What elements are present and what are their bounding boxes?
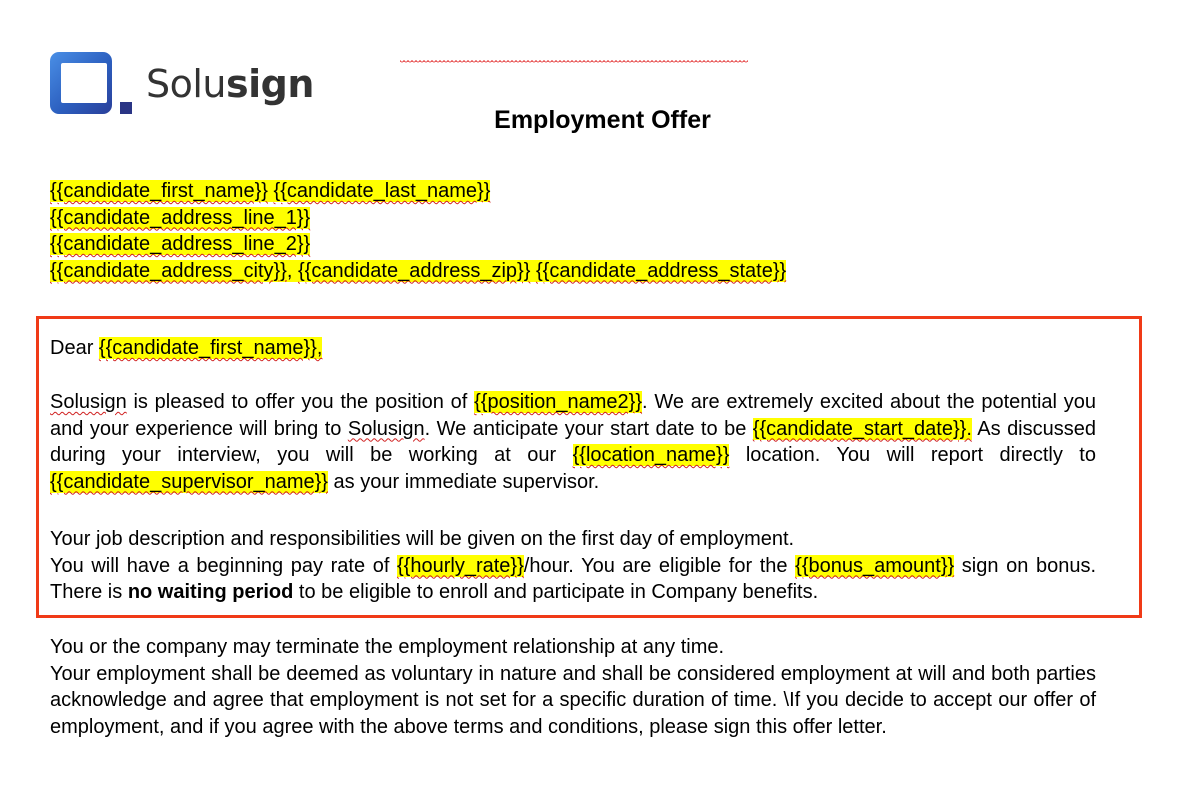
compensation-paragraph: Your job description and responsibilities will be given on the first day of employment. You will have a beginning pay rate of {{hourly_rate}}/hour. You are eligible for the {{bonus_amount}} sign on bonus. There is no waiting period to be eligible to enroll and participate in Company benefits. <box>50 528 1097 603</box>
document-title: Employment Offer <box>494 106 711 134</box>
address-city-line: {{candidate_address_city}}, {{candidate_address_zip}} {{candidate_address_state}} <box>50 259 787 282</box>
placeholder-start-date[interactable]: {{candidate_start_date}}. <box>752 417 972 440</box>
company-name-2: Solusign <box>347 417 425 440</box>
placeholder-last-name[interactable]: {{candidate_last_name}} <box>273 180 491 202</box>
spellcheck-squiggle <box>400 60 748 64</box>
company-name: Solusign <box>50 391 127 413</box>
offer-paragraph: Solusign is pleased to offer you the position of {{position_name2}}. We are extremely excited about the potential you and your experience will bring to Solusign. We anticipate your start date to be {{candidate_start_date}}. As discussed during your interview, you will be working at our {{location_name}} location. You will report directly to {{candidate_supervisor_name}} as your immediate supervisor. <box>50 391 1097 493</box>
placeholder-location-name[interactable]: {{location_name}} <box>572 444 730 466</box>
placeholder-address-line-1[interactable]: {{candidate_address_line_1}} <box>50 206 311 229</box>
address-block <box>50 178 786 284</box>
placeholder-supervisor-name[interactable]: {{candidate_supervisor_name}} <box>50 470 328 493</box>
address-name-line <box>50 178 786 205</box>
at-will-text: Your employment shall be deemed as voluntary in nature and shall be considered employment at will and both parties acknowledge and agree that employment is not set for a specific duration of time. \If you decide to accept our offer of employment, and if you agree with the above terms and conditions, please sign this offer letter. <box>50 662 1096 738</box>
address-line-1 <box>50 205 786 232</box>
placeholder-address-line-2[interactable]: {{candidate_address_line_2}} <box>50 233 311 255</box>
placeholder-first-name[interactable]: {{candidate_first_name}} <box>50 180 268 202</box>
placeholder-hourly-rate[interactable]: {{hourly_rate}} <box>397 554 524 577</box>
placeholder-zip[interactable]: {{candidate_address_zip}} <box>297 259 531 282</box>
placeholder-bonus-amount[interactable]: {{bonus_amount}} <box>795 554 955 577</box>
termination-paragraph <box>50 634 1096 740</box>
placeholder-position-name[interactable]: {{position_name2}} <box>474 391 643 413</box>
placeholder-city[interactable]: {{candidate_address_city}} <box>50 259 287 282</box>
salutation: Dear {{candidate_first_name}}, <box>50 337 323 359</box>
job-description-line: Your job description and responsibilities will be given on the first day of employment. <box>50 528 795 550</box>
address-line-2 <box>50 231 786 258</box>
placeholder-salutation-first-name[interactable]: {{candidate_first_name}}, <box>98 337 323 359</box>
no-waiting-period-emphasis: no waiting period <box>127 581 294 603</box>
placeholder-state[interactable]: {{candidate_address_state}} <box>535 259 787 282</box>
logo-wordmark: Solusign <box>146 62 314 106</box>
termination-line: You or the company may terminate the employment relationship at any time. <box>50 636 725 658</box>
